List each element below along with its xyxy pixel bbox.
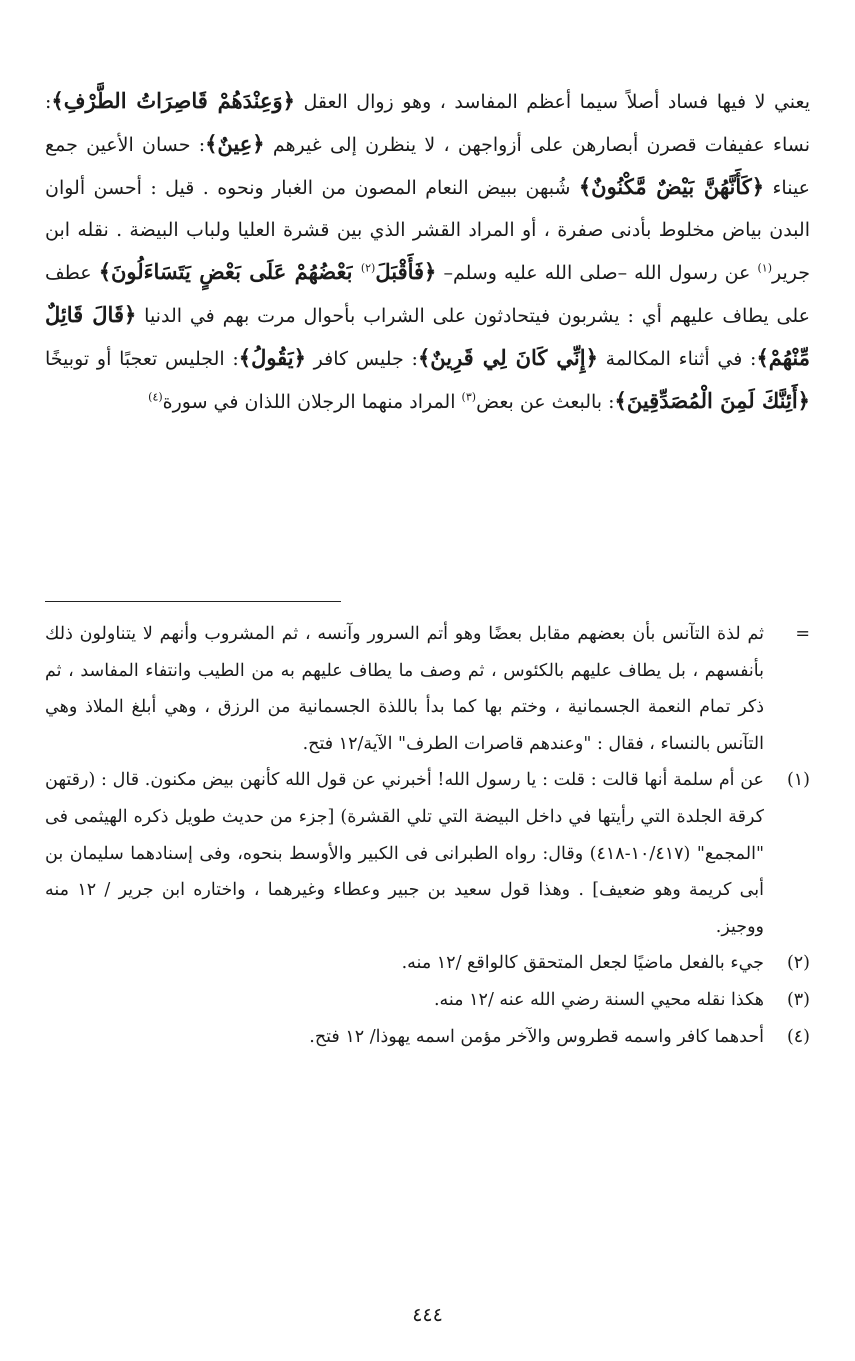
footnote-marker: (٣): [786, 989, 810, 1010]
footnote-reference: (٤): [148, 390, 163, 404]
body-text-segment: : بالبعث عن بعض: [476, 391, 615, 413]
body-text-segment: : الجليس تعجبًا أو توبيخًا: [45, 348, 239, 370]
footnote-marker: =: [795, 624, 810, 644]
footnote-marker: (٤): [786, 1026, 810, 1047]
body-text-segment: المراد منهما الرجلان اللذان في سورة: [162, 391, 462, 413]
quran-verse: ﴿أَئِنَّكَ لَمِنَ الْمُصَدِّقِينَ﴾: [614, 388, 810, 413]
body-text-segment: : في أثناء المكالمة: [597, 348, 757, 370]
quran-verse: ﴿وَعِنْدَهُمْ قَاصِرَاتُ الطَّرْفِ﴾: [51, 88, 295, 113]
footnote-reference: (٣): [461, 390, 477, 404]
footnote-marker: (١): [786, 770, 810, 791]
body-text-segment: عطف على يطاف عليهم أي : يشربون فيتحادثون على الشراب بأحوال مرت بهم في الدنيا: [45, 262, 811, 327]
quran-verse: ﴿كَأَنَّهُنَّ بَيْضٌ مَّكْنُونٌ﴾: [578, 174, 765, 199]
footnote-marker: (٢): [786, 953, 810, 974]
footnote-text: أحدهما كافر واسمه قطروس والآخر مؤمن اسمه يهوذا/ ١٢ فتح.: [309, 1026, 764, 1047]
footnote-text: هكذا نقله محيي السنة رضي الله عنه /١٢ منه.: [433, 989, 764, 1010]
footnote: [45, 1019, 810, 1056]
quran-verse: ﴿يَقُولُ﴾: [238, 345, 306, 370]
quran-verse: ﴿عِينٌ﴾: [205, 131, 265, 156]
footnote: [45, 982, 810, 1019]
footnote-text: ثم لذة التآنس بأن بعضهم مقابل بعضًا وهو أتم السرور وآنسه ، ثم المشروب وأنهم لا يتناولون ذلك بأنفسهم ، بل يطاف عليهم بالكئوس ، ثم وصف ما يطاف عليهم به من الطيب وانتفاء المفاسد ، ثم ذكر تمام النعمة الجسمانية ، وختم بها كما بدأ باللذة الجسمانية من الرزق ، وهي أبلغ الملاذ وهي التآنس بالنساء ، فقال : "وعندهم قاصرات الطرف" الآية/١٢ فتح.: [45, 624, 764, 754]
quran-verse: بَعْضُهُمْ عَلَى بَعْضٍ يَتَسَاءَلُونَ﴾: [98, 259, 361, 284]
page-number: ٤٤٤: [412, 1304, 443, 1326]
footnotes: [45, 616, 810, 1055]
footnote-reference: (١): [757, 261, 772, 275]
body-text-segment: يعني لا فيها فساد أصلاً سيما أعظم المفاسد ، وهو زوال العقل: [294, 91, 810, 113]
main-text: [45, 80, 810, 423]
body-text-segment: عن رسول الله –صلى الله عليه وسلم–: [436, 262, 758, 284]
quran-verse: ﴿إِنِّي كَانَ لِي قَرِينٌ﴾: [417, 345, 598, 370]
footnote-text: جيء بالفعل ماضيًا لجعل المتحقق كالواقع /١٢ منه.: [401, 953, 764, 974]
footnote: [45, 945, 810, 982]
body-text-segment: : جليس كافر: [305, 348, 418, 370]
footnote-text: عن أم سلمة أنها قالت : قلت : يا رسول الله! أخبرني عن قول الله كأنهن بيض مكنون. قال : (رقتهن كرقة الجلدة التي رأيتها في داخل البيضة التي تلي القشرة) [جزء من حديث طويل ذكره الهيثمى فى "المجمع" (١٠/٤١٧-٤١٨) وقال: رواه الطبرانى فى الكبير والأوسط بنحوه، وفى إسنادهما سليمان بن أبى كريمة وهو ضعيف] . وهذا قول سعيد بن جبير وعطاء وغيرهما ، واختاره ابن جرير / ١٢ منه ووجيز.: [45, 770, 765, 937]
body-text-segment: : حسان الأعين جمع عيناء: [45, 134, 811, 199]
footnote: [45, 616, 810, 762]
footnote-reference: (٢): [360, 261, 376, 275]
quran-verse: ﴿قَالَ قَائِلٌ مِّنْهُمْ﴾: [45, 302, 810, 370]
footnote-separator: [45, 601, 341, 602]
footnote: [45, 762, 810, 945]
page: [45, 0, 810, 1361]
body-text-segment: : نساء عفيفات قصرن أبصارهن على أزواجهن ، لا ينظرن إلى غيرهم: [45, 91, 810, 156]
quran-verse: ﴿فَأَقْبَلَ: [375, 259, 437, 284]
body-text-segment: شُبهن ببيض النعام المصون من الغبار ونحوه . قيل : أحسن ألوان البدن بياض مخلوط بأدنى صفرة ، أو المراد القشر الذي بين قشرة العليا ولباب البيضة . نقله ابن جرير: [45, 177, 810, 284]
